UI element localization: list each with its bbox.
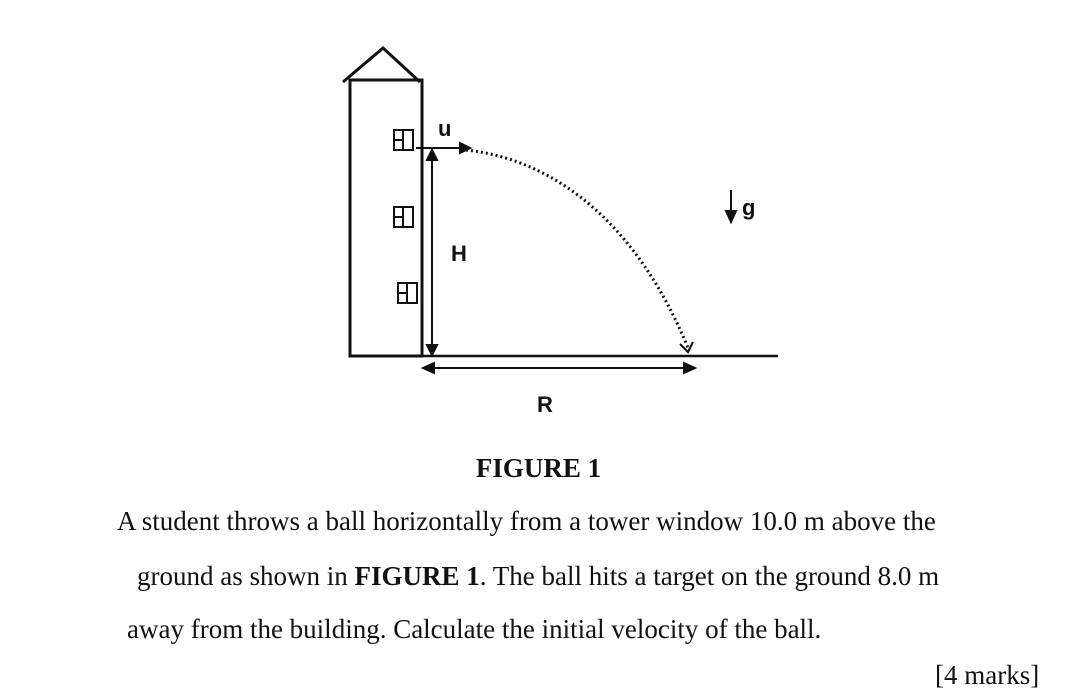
figure-reference: FIGURE 1 <box>354 561 480 591</box>
marks-label: [4 marks] <box>935 660 1040 690</box>
velocity-arrow <box>430 143 470 153</box>
figure-caption <box>0 448 1077 488</box>
figure-caption-text: FIGURE 1 <box>475 453 602 483</box>
range-arrow <box>423 363 695 373</box>
label-g: g <box>742 195 756 220</box>
tower-window <box>398 283 417 303</box>
label-h: H <box>451 241 467 266</box>
question-line-2 <box>137 556 939 596</box>
tower <box>343 48 422 356</box>
label-r: R <box>537 392 553 417</box>
gravity-arrow <box>726 190 736 222</box>
tower-window <box>394 130 413 150</box>
trajectory-path <box>466 150 688 348</box>
height-arrow <box>427 150 437 355</box>
question-line-1: A student throws a ball horizontally from a tower window 10.0 m above the <box>117 506 936 536</box>
question-line-2-end: . The ball hits a target on the ground 8.0 m <box>479 561 940 591</box>
label-u: u <box>438 116 452 141</box>
tower-window <box>394 207 413 227</box>
question-line-3: away from the building. Calculate the initial velocity of the ball. <box>127 614 822 644</box>
question-line-2-start: ground as shown in <box>137 561 355 591</box>
